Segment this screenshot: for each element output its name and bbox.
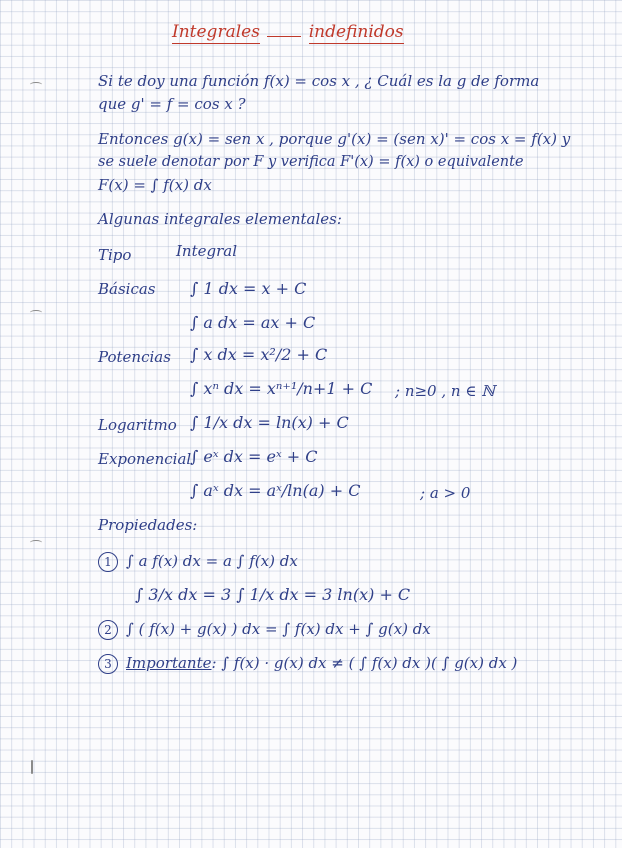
title-gap (267, 34, 301, 37)
property-2-text: ∫ ( f(x) + g(x) ) dx = ∫ f(x) dx + ∫ g(x) dx (126, 620, 431, 638)
property-2 (98, 620, 431, 640)
property-3-text: : ∫ f(x) · g(x) dx ≠ ( ∫ f(x) dx )( ∫ g(x) dx ) (211, 654, 518, 672)
binder-hole-1 (30, 82, 42, 87)
property-3-label: Importante (126, 654, 212, 672)
binder-hole-4 (31, 760, 33, 774)
intro-line-1: Si te doy una función f(x) = cos x , ¿ Cuál es la g de forma (98, 72, 540, 90)
row-integral-4: ∫ xⁿ dx = xⁿ⁺¹/n+1 + C (190, 379, 373, 398)
row-integral-5: ∫ 1/x dx = ln(x) + C (190, 413, 349, 432)
page-title (172, 22, 404, 42)
property-1-number: 1 (98, 552, 118, 572)
binder-hole-2 (30, 310, 42, 315)
table-heading: Algunas integrales elementales: (98, 210, 342, 228)
binder-hole-3 (30, 540, 42, 545)
property-1 (98, 552, 298, 572)
row-integral-6: ∫ eˣ dx = eˣ + C (190, 447, 318, 466)
intro-line-2: que g' = f = cos x ? (98, 95, 246, 113)
title-part-1: Integrales (172, 22, 260, 42)
intro-line-4: se suele denotar por F y verifica F'(x) = f(x) o equivalente (98, 154, 524, 170)
row-type-logaritmo: Logaritmo (98, 416, 177, 434)
row-integral-3: ∫ x dx = x²/2 + C (190, 345, 328, 364)
row-type-basicas: Básicas (98, 280, 156, 298)
property-1-text: ∫ a f(x) dx = a ∫ f(x) dx (126, 552, 298, 570)
intro-line-5: F(x) = ∫ f(x) dx (98, 176, 212, 194)
property-3-number: 3 (98, 654, 118, 674)
property-2-number: 2 (98, 620, 118, 640)
title-part-2: indefinidos (308, 22, 404, 42)
table-col-integral: Integral (176, 242, 238, 260)
row-type-exponencial: Exponencial (98, 450, 192, 468)
row-integral-2: ∫ a dx = ax + C (190, 313, 316, 332)
row-integral-7: ∫ aˣ dx = aˣ/ln(a) + C (190, 481, 361, 500)
row-note-4: ; n≥0 , n ∈ ℕ (395, 382, 495, 400)
intro-line-3: Entonces g(x) = sen x , porque g'(x) = (sen x)' = cos x = f(x) y (98, 130, 571, 148)
row-type-potencias: Potencias (98, 348, 171, 366)
property-3 (98, 654, 517, 674)
row-note-7: ; a > 0 (420, 484, 471, 502)
row-integral-1: ∫ 1 dx = x + C (190, 279, 307, 298)
property-1-example: ∫ 3/x dx = 3 ∫ 1/x dx = 3 ln(x) + C (135, 585, 411, 604)
table-col-type: Tipo (98, 246, 132, 264)
properties-heading: Propiedades: (98, 516, 198, 534)
